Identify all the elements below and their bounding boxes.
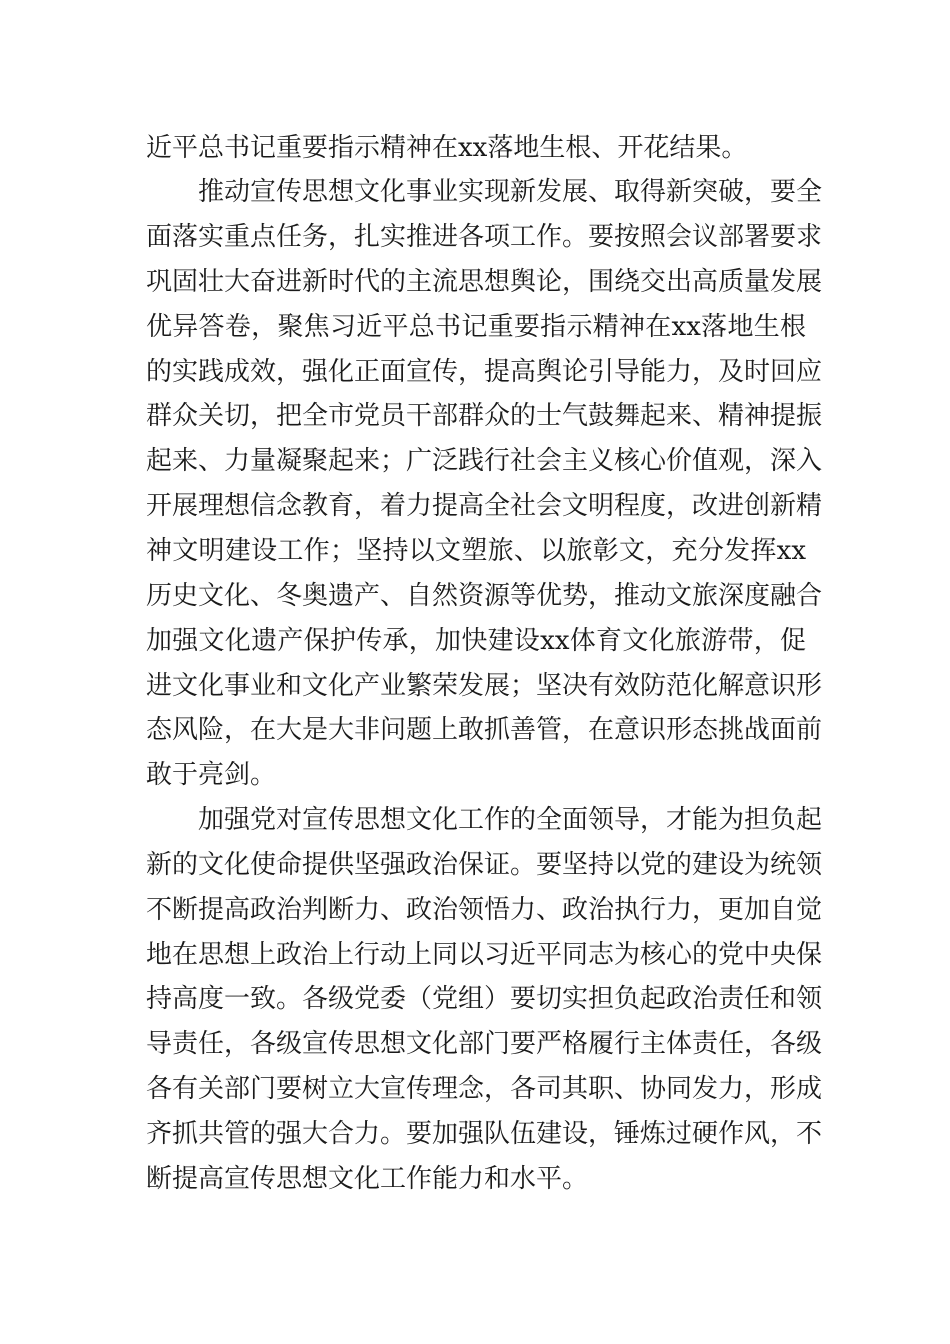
text-line: 开展理想信念教育，着力提高全社会文明程度，改进创新精: [146, 491, 823, 521]
text-line: 群众关切，把全市党员干部群众的士气鼓舞起来、精神提振: [146, 401, 823, 431]
text-line: 导责任，各级宣传思想文化部门要严格履行主体责任，各级: [146, 1029, 823, 1059]
text-line: 推动宣传思想文化事业实现新发展、取得新突破，要全: [198, 177, 823, 207]
text-line: 历史文化、冬奥遗产、自然资源等优势，推动文旅深度融合: [146, 581, 823, 611]
text-line: 加强党对宣传思想文化工作的全面领导，才能为担负起: [198, 805, 823, 835]
text-line: 持高度一致。各级党委（党组）要切实担负起政治责任和领: [146, 984, 823, 1014]
text-line: 起来、力量凝聚起来；广泛践行社会主义核心价值观，深入: [146, 446, 823, 476]
text-line: 优异答卷，聚焦习近平总书记重要指示精神在xx落地生根: [146, 312, 806, 342]
text-line: 进文化事业和文化产业繁荣发展；坚决有效防范化解意识形: [146, 671, 823, 701]
text-line: 巩固壮大奋进新时代的主流思想舆论，围绕交出高质量发展: [146, 267, 823, 297]
text-line: 敢于亮剑。: [146, 760, 277, 790]
text-line: 加强文化遗产保护传承，加快建设xx体育文化旅游带，促: [146, 626, 806, 656]
text-line: 齐抓共管的强大合力。要加强队伍建设，锤炼过硬作风，不: [146, 1119, 823, 1149]
text-line: 不断提高政治判断力、政治领悟力、政治执行力，更加自觉: [146, 895, 823, 925]
text-line: 态风险，在大是大非问题上敢抓善管，在意识形态挑战面前: [146, 715, 823, 745]
text-line: 断提高宣传思想文化工作能力和水平。: [146, 1164, 589, 1194]
text-line: 各有关部门要树立大宣传理念，各司其职、协同发力，形成: [146, 1074, 823, 1104]
text-line: 新的文化使命提供坚强政治保证。要坚持以党的建设为统领: [146, 850, 823, 880]
text-line: 近平总书记重要指示精神在xx落地生根、开花结果。: [146, 133, 748, 163]
text-line: 神文明建设工作；坚持以文塑旅、以旅彰文，充分发挥xx: [146, 536, 806, 566]
text-line: 的实践成效，强化正面宣传，提高舆论引导能力，及时回应: [146, 357, 823, 387]
text-line: 面落实重点任务，扎实推进各项工作。要按照会议部署要求: [146, 222, 823, 252]
text-line: 地在思想上政治上行动上同以习近平同志为核心的党中央保: [146, 940, 823, 970]
